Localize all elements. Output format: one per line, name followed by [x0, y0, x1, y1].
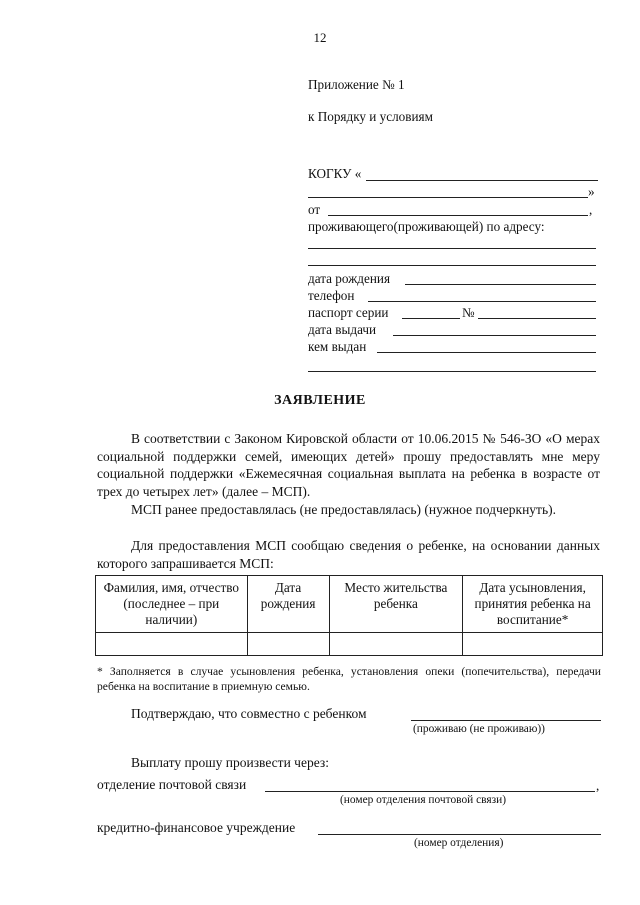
credit-institution-hint: (номер отделения): [414, 837, 504, 849]
issued-by-field[interactable]: [377, 352, 596, 353]
kogku-field-continued[interactable]: [308, 197, 588, 198]
issued-by-label: кем выдан: [308, 339, 367, 354]
cohabitation-hint: (проживаю (не проживаю)): [413, 723, 545, 735]
payment-intro: Выплату прошу произвести через:: [131, 755, 329, 770]
order-reference: к Порядку и условиям: [308, 109, 433, 124]
footnote: * Заполняется в случае усыновления ребенка, установления опеки (попечительства), передачи ребенка на воспитание в приемную семью.: [97, 665, 601, 693]
cohabitation-field[interactable]: [411, 720, 601, 721]
address-field-2[interactable]: [308, 265, 596, 266]
kogku-field[interactable]: [366, 180, 598, 181]
header-adoption-date: Дата усыновления, принятия ребенка на воспитание*: [463, 576, 603, 633]
cell-full-name[interactable]: [96, 633, 248, 656]
kogku-label: КОГКУ «: [308, 166, 362, 181]
appendix-label: Приложение № 1: [308, 77, 405, 92]
paragraph-previous-text: МСП ранее предоставлялась (не предоставлялась) (нужное подчеркнуть).: [131, 502, 556, 517]
issued-by-field-continued[interactable]: [308, 371, 596, 372]
statement-title: ЗАЯВЛЕНИЕ: [274, 393, 366, 408]
post-office-label: отделение почтовой связи: [97, 777, 247, 792]
paragraph-child-info: [97, 537, 600, 572]
phone-field[interactable]: [368, 301, 596, 302]
from-comma: ,: [589, 202, 593, 217]
from-label: от: [308, 202, 321, 217]
passport-number-sign: №: [462, 305, 475, 320]
address-field-1[interactable]: [308, 248, 596, 249]
cohabitation-label: Подтверждаю, что совместно с ребенком: [131, 706, 367, 721]
header-full-name: Фамилия, имя, отчество (последнее – при наличии): [96, 576, 248, 633]
issue-date-field[interactable]: [393, 335, 596, 336]
post-office-hint: (номер отделения почтовой связи): [340, 794, 507, 806]
page-number: 12: [313, 30, 327, 45]
phone-label: телефон: [308, 288, 355, 303]
cell-adoption-date[interactable]: [463, 633, 603, 656]
issue-date-label: дата выдачи: [308, 322, 377, 337]
post-office-field[interactable]: [265, 791, 595, 792]
paragraph-previous: [97, 501, 600, 519]
close-quote: »: [588, 184, 595, 199]
table-header-row: [96, 576, 603, 633]
birth-date-label: дата рождения: [308, 271, 391, 286]
address-label: проживающего(проживающей) по адресу:: [308, 219, 545, 234]
passport-number-field[interactable]: [478, 318, 596, 319]
passport-series-field[interactable]: [402, 318, 460, 319]
credit-institution-label: кредитно-финансовое учреждение: [97, 820, 296, 835]
cell-residence[interactable]: [329, 633, 463, 656]
table-row: [96, 633, 603, 656]
credit-institution-field[interactable]: [318, 834, 601, 835]
birth-date-field[interactable]: [405, 284, 596, 285]
paragraph-child-info-text: Для предоставления МСП сообщаю сведения о ребенке, на основании данных которого запрашивается МСП:: [97, 538, 600, 571]
child-info-table: [95, 575, 603, 656]
header-residence: Место жительства ребенка: [329, 576, 463, 633]
post-office-comma: ,: [596, 778, 600, 793]
header-birth-date: Дата рождения: [247, 576, 329, 633]
passport-series-label: паспорт серии: [308, 305, 389, 320]
from-field[interactable]: [328, 215, 588, 216]
paragraph-request-text: В соответствии с Законом Кировской области от 10.06.2015 № 546-ЗО «О мерах социальной поддержки семей, имеющих детей» прошу предоставлять мне меру социальной поддержки «Ежемесячная социальная выплата на ребенка в возрасте от трех до четырех лет» (далее – МСП).: [97, 431, 600, 499]
paragraph-request: [97, 430, 600, 500]
cell-birth-date[interactable]: [247, 633, 329, 656]
